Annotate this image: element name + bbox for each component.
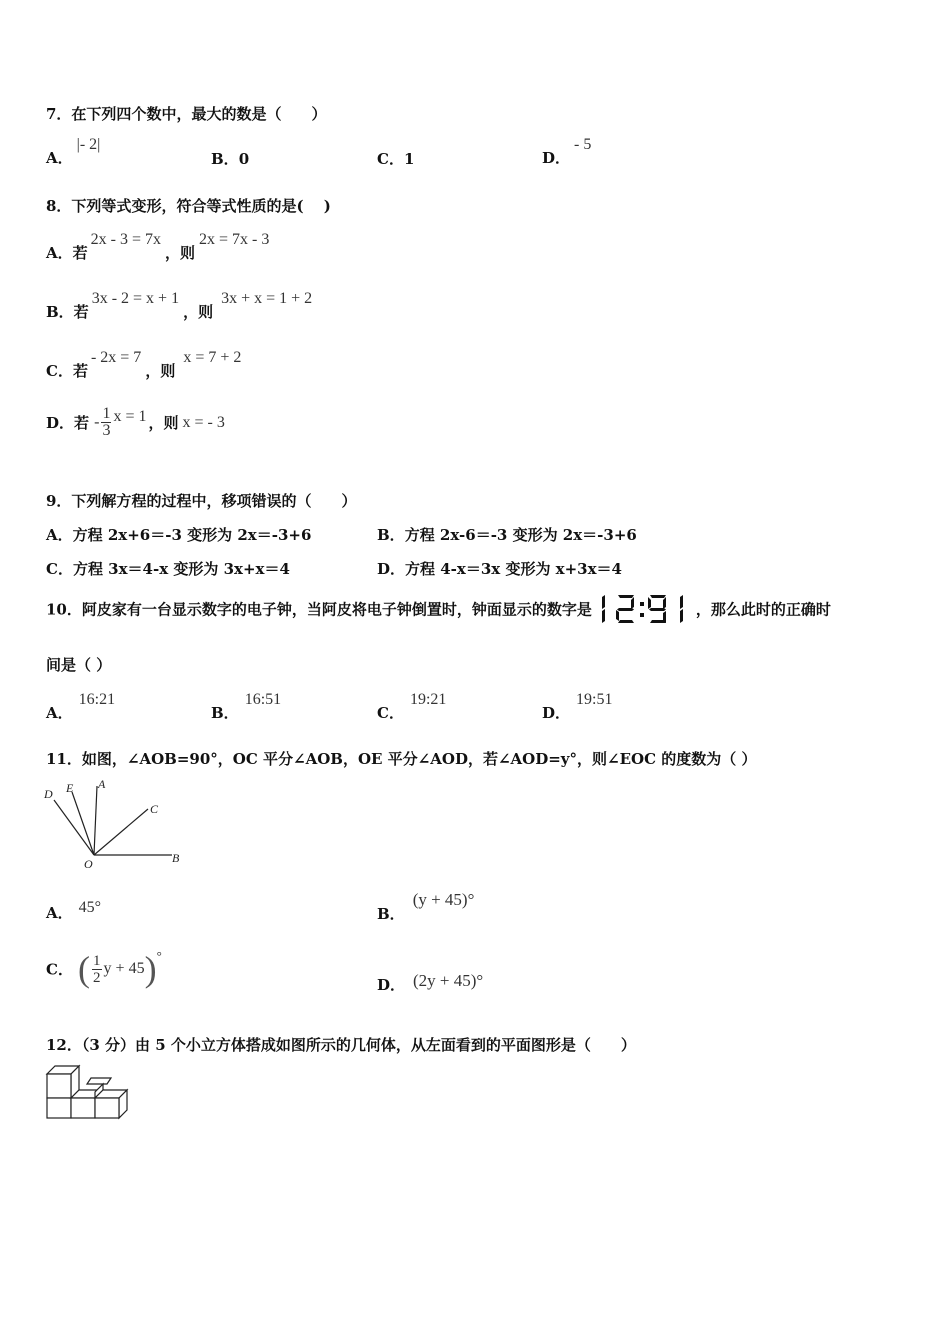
label-d: D — [44, 787, 53, 801]
q12-stem: 12．（3 分）由 5 个小立方体搭成如图所示的几何体，从左面看到的平面图形是（ ） — [46, 1036, 636, 1054]
option-text: 方程 2x+6＝-3 变形为 2x＝-3+6 — [72, 526, 312, 544]
option-label: B． — [377, 526, 405, 544]
option-value: 16:51 — [244, 691, 282, 708]
q7-option-c — [377, 148, 414, 169]
option-fraction — [92, 953, 102, 986]
q11-option-d — [377, 970, 484, 994]
option-label: D． — [542, 704, 571, 722]
q7-option-a — [46, 136, 101, 168]
fraction-numerator: 1 — [102, 405, 111, 422]
option-label: A． — [46, 149, 73, 167]
option-result: 3x + x = 1 + 2 — [221, 290, 313, 307]
option-label: A． — [46, 526, 73, 544]
q10-option-d — [542, 688, 613, 722]
q8-option-a — [46, 228, 270, 262]
fraction-denominator: 3 — [102, 422, 111, 439]
option-value: (2y + 45)° — [413, 971, 484, 990]
ray-od — [54, 800, 94, 855]
q11-stem: 11．如图，∠AOB=90°，OC 平分∠AOB，OE 平分∠AOD，若∠AOD=y°，则∠EOC 的度数为（ ） — [46, 750, 757, 768]
q12-cube-figure — [44, 1062, 130, 1120]
option-label: B． — [377, 905, 405, 923]
option-condition: - 2x = 7 — [90, 349, 142, 366]
q9-option-d — [377, 558, 622, 579]
q11-option-a — [46, 896, 102, 922]
option-value: 19:21 — [409, 691, 447, 708]
q10-option-a — [46, 688, 116, 722]
q9-stem: 9．下列解方程的过程中，移项错误的（ ） — [46, 492, 357, 510]
q8-option-b — [46, 287, 313, 321]
option-condition-sign: - — [94, 413, 100, 431]
cube-front-face — [47, 1098, 71, 1118]
q8-option-d — [46, 406, 225, 439]
digital-clock-display — [596, 593, 692, 625]
q9-option-b — [377, 524, 637, 545]
option-condition: 3x - 2 = x + 1 — [91, 290, 180, 307]
q7-option-b — [211, 148, 249, 169]
option-value: 45° — [78, 899, 102, 916]
option-label: A．若 — [46, 244, 88, 262]
fraction-denominator: 2 — [93, 969, 101, 986]
cube-front-face — [71, 1098, 95, 1118]
option-label: D．若 — [46, 414, 90, 432]
label-a: A — [98, 777, 106, 791]
option-label: D． — [377, 976, 406, 994]
option-condition-rest: x = 1 — [113, 407, 147, 425]
label-c: C — [150, 802, 159, 816]
option-then: ，则 — [148, 414, 179, 432]
q10-stem-line1 — [46, 593, 831, 625]
ray-oc — [94, 809, 148, 855]
option-label: C． — [377, 704, 404, 722]
option-label: D． — [542, 149, 571, 167]
option-label: C． — [377, 150, 404, 168]
option-label: C． — [46, 560, 73, 578]
option-label: C． — [46, 960, 73, 979]
option-label: A． — [46, 704, 73, 722]
q10-option-b — [211, 688, 282, 722]
label-e: E — [66, 781, 74, 795]
q10-stem-part2: ，那么此时的正确时 — [695, 600, 831, 619]
option-then: ，则 — [145, 362, 176, 380]
q11-option-c — [46, 948, 162, 990]
option-label: D． — [377, 560, 406, 578]
option-rest: y + 45 — [103, 960, 145, 977]
option-label: B． — [211, 150, 239, 168]
option-label: B． — [211, 704, 239, 722]
degree-sign: ° — [156, 948, 162, 963]
ray-oe — [72, 792, 94, 855]
option-label: C．若 — [46, 362, 88, 380]
cube-top-face — [87, 1078, 111, 1084]
fraction-numerator: 1 — [93, 952, 101, 969]
option-value: 1 — [403, 150, 415, 168]
q8-stem: 8．下列等式变形，符合等式性质的是( ) — [46, 197, 331, 215]
option-result: x = - 3 — [182, 413, 225, 431]
option-result: 2x = 7x - 3 — [199, 231, 270, 248]
cube-front-face — [95, 1098, 119, 1118]
option-result: x = 7 + 2 — [183, 349, 242, 366]
q10-stem-line2: 间是（ ） — [46, 656, 112, 674]
q7-stem: 7．在下列四个数中，最大的数是（ ） — [46, 105, 327, 123]
option-value: - 5 — [574, 136, 592, 153]
option-text: 方程 3x＝4-x 变形为 3x+x＝4 — [72, 560, 290, 578]
label-b: B — [172, 851, 180, 865]
option-value: 16:21 — [78, 691, 116, 708]
option-then: ，则 — [183, 303, 214, 321]
q9-option-c — [46, 558, 290, 579]
option-label: B．若 — [46, 303, 89, 321]
q7-option-d — [542, 136, 592, 168]
option-value: (y + 45)° — [412, 890, 475, 909]
option-label: A． — [46, 904, 73, 922]
cube-front-face — [47, 1074, 71, 1098]
option-value: |- 2| — [76, 136, 101, 153]
q9-option-a — [46, 524, 311, 545]
paren-left: ( — [78, 949, 91, 989]
option-value: 0 — [238, 150, 250, 168]
option-text: 方程 4-x＝3x 变形为 x+3x＝4 — [405, 560, 622, 578]
q8-option-c — [46, 346, 242, 380]
option-then: ，则 — [165, 244, 196, 262]
option-text: 方程 2x-6＝-3 变形为 2x＝-3+6 — [404, 526, 637, 544]
q11-angle-figure — [40, 776, 185, 871]
label-o: O — [84, 857, 93, 871]
option-condition: 2x - 3 = 7x — [90, 231, 161, 248]
q10-option-c — [377, 688, 447, 722]
option-condition-fraction — [101, 406, 111, 439]
q10-stem-part1: 10．阿皮家有一台显示数字的电子钟，当阿皮将电子钟倒置时，钟面显示的数字是 — [46, 600, 592, 619]
q11-option-b — [377, 889, 475, 923]
ray-oa — [94, 786, 97, 855]
option-value: 19:51 — [576, 691, 613, 708]
paren-right: ) — [144, 949, 157, 989]
